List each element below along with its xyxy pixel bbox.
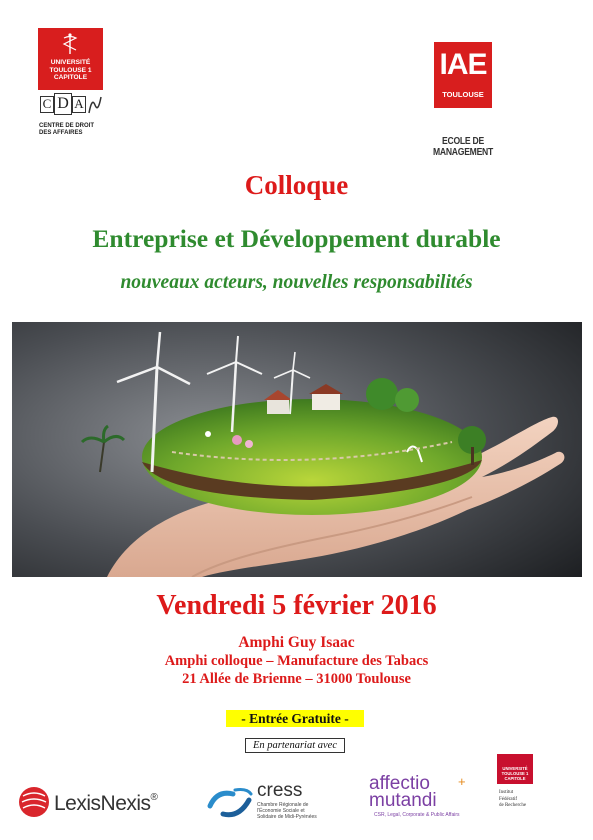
- hand-holding-earth-illustration: [12, 322, 582, 577]
- venue-room: Amphi colloque – Manufacture des Tabacs: [164, 653, 429, 669]
- free-entry-badge: - Entrée Gratuite -: [226, 710, 364, 727]
- colloque-heading: Colloque: [244, 170, 349, 200]
- lexisnexis-name: [54, 792, 157, 816]
- mutandi-word: mutandi: [369, 790, 437, 811]
- partnership-label: En partenariat avec: [245, 738, 345, 753]
- ifr-word2: Fédératif: [499, 796, 518, 802]
- iae-logo: [408, 42, 518, 158]
- venue-block: [0, 634, 593, 688]
- cress-swirl-icon: [205, 784, 255, 820]
- iae-subtitle: ECOLE DE MANAGEMENT: [432, 136, 494, 158]
- iae-letters: IAE: [439, 48, 487, 81]
- cress-desc-line1: Chambre Régionale de: [257, 802, 309, 808]
- cda-letter-c: C: [40, 96, 54, 113]
- cda-letter-a: A: [72, 96, 86, 113]
- event-date: Vendredi 5 février 2016: [156, 590, 437, 621]
- lexisnexis-text: LexisNexis: [54, 792, 151, 815]
- cress-logo: [205, 780, 345, 828]
- venue-name: Amphi Guy Isaac: [238, 634, 355, 651]
- cda-letter-d: D: [54, 93, 72, 115]
- ifr-logo: [497, 754, 533, 834]
- ut1-name: [38, 59, 103, 82]
- lexisnexis-registered: ®: [150, 792, 158, 803]
- ifr-word1: Institut: [499, 790, 514, 795]
- ifr-top-line3: CAPITOLE: [504, 776, 526, 781]
- lexisnexis-globe-icon: [18, 786, 50, 818]
- ifr-name: [497, 790, 533, 810]
- plus-icon: +: [458, 774, 466, 789]
- cda-logo: [38, 93, 103, 123]
- cress-name: cress: [257, 780, 303, 801]
- iae-city: TOULOUSE: [442, 90, 484, 99]
- subtitle: nouveaux acteurs, nouvelles responsabilités: [120, 272, 473, 293]
- affectio-mutandi-logo: [366, 773, 476, 823]
- ut1-logo: [38, 28, 103, 137]
- ifr-word3: de Recherche: [499, 803, 527, 808]
- affectio-tagline: CSR, Legal, Corporate & Public Affairs: [374, 812, 460, 818]
- cress-desc-line2: l'Économie Sociale et: [257, 808, 305, 814]
- affectio-word: affectio: [369, 773, 430, 794]
- main-title: Entreprise et Développement durable: [92, 224, 501, 253]
- iae-red-block: [434, 42, 492, 108]
- cda-subtitle: [38, 123, 103, 137]
- ut1-line3: CAPITOLE: [53, 74, 88, 81]
- ut1-line1: UNIVERSITÉ: [50, 59, 91, 66]
- cda-sub-line2: DES AFFAIRES: [39, 130, 83, 137]
- ifr-top-line1: UNIVERSITÉ: [502, 766, 528, 771]
- ut1-red-block: [38, 28, 103, 90]
- caduceus-icon: [60, 33, 80, 55]
- lexisnexis-logo: [18, 786, 178, 822]
- hero-image: [12, 322, 582, 577]
- ut1-line2: TOULOUSE 1: [49, 66, 92, 74]
- cress-description: [257, 802, 347, 820]
- cda-sub-line1: CENTRE DE DROIT: [39, 123, 95, 129]
- cress-desc-line3: Solidaire de Midi-Pyrénées: [257, 814, 317, 820]
- ifr-top-line2: TOULOUSE 1: [501, 771, 529, 776]
- venue-address: 21 Allée de Brienne – 31000 Toulouse: [182, 671, 411, 687]
- squiggle-icon: [87, 95, 103, 115]
- ifr-red-block: [497, 754, 533, 784]
